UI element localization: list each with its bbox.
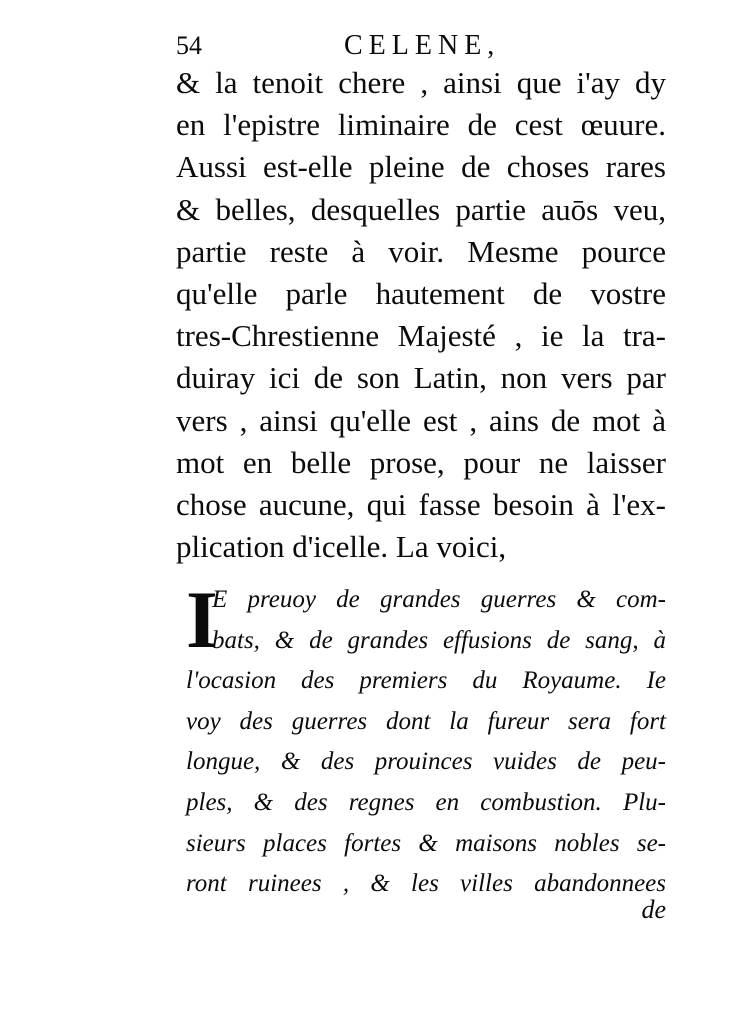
- italic-text-line: l'ocasion des premiers du Royaume. Ie: [186, 667, 666, 695]
- catchword: de: [641, 895, 666, 924]
- italic-text-line: sieurs places fortes & maisons nobles se-: [186, 829, 666, 857]
- text-line: chose aucune, qui fasse besoin à l'ex-: [176, 486, 666, 522]
- text-line: tres-Chrestienne Majesté , ie la tra-: [176, 318, 666, 354]
- italic-text-line: ples, & des regnes en combustion. Plu-: [186, 788, 666, 816]
- prophecy-block: [186, 574, 666, 905]
- text-line: vers , ainsi qu'elle est , ains de mot à: [176, 402, 666, 438]
- page-number: 54: [176, 31, 202, 60]
- italic-text-line: longue, & des prouinces vuides de peu-: [186, 748, 666, 776]
- italic-text-line: ront ruinees , & les villes abandonnees: [186, 870, 666, 898]
- text-line: mot en belle prose, pour ne laisser: [176, 444, 666, 480]
- text-line: partie reste à voir. Mesme pource: [176, 233, 666, 269]
- running-head: [176, 28, 656, 64]
- running-title: CELENE,: [344, 30, 501, 61]
- text-line: & la tenoit chere , ainsi que i'ay dy: [176, 65, 666, 100]
- text-line: & belles, desquelles partie auōs veu,: [176, 191, 666, 227]
- roman-text-block: [176, 62, 666, 568]
- italic-text-line: voy des guerres dont la fureur sera fort: [186, 707, 666, 735]
- italic-text-line: bats, & de grandes effusions de sang, à: [212, 626, 666, 654]
- text-line: Aussi est-elle pleine de choses rares: [176, 149, 666, 185]
- text-line: duiray ici de son Latin, non vers par: [176, 360, 666, 396]
- text-line: qu'elle parle hautement de vostre: [176, 275, 666, 311]
- text-line: en l'epistre liminaire de cest œuure.: [176, 107, 666, 143]
- italic-text-line: E preuoy de grandes guerres & com-: [212, 586, 666, 613]
- text-line: plication d'icelle. La voici,: [176, 529, 507, 565]
- drop-cap-initial: I: [186, 574, 218, 665]
